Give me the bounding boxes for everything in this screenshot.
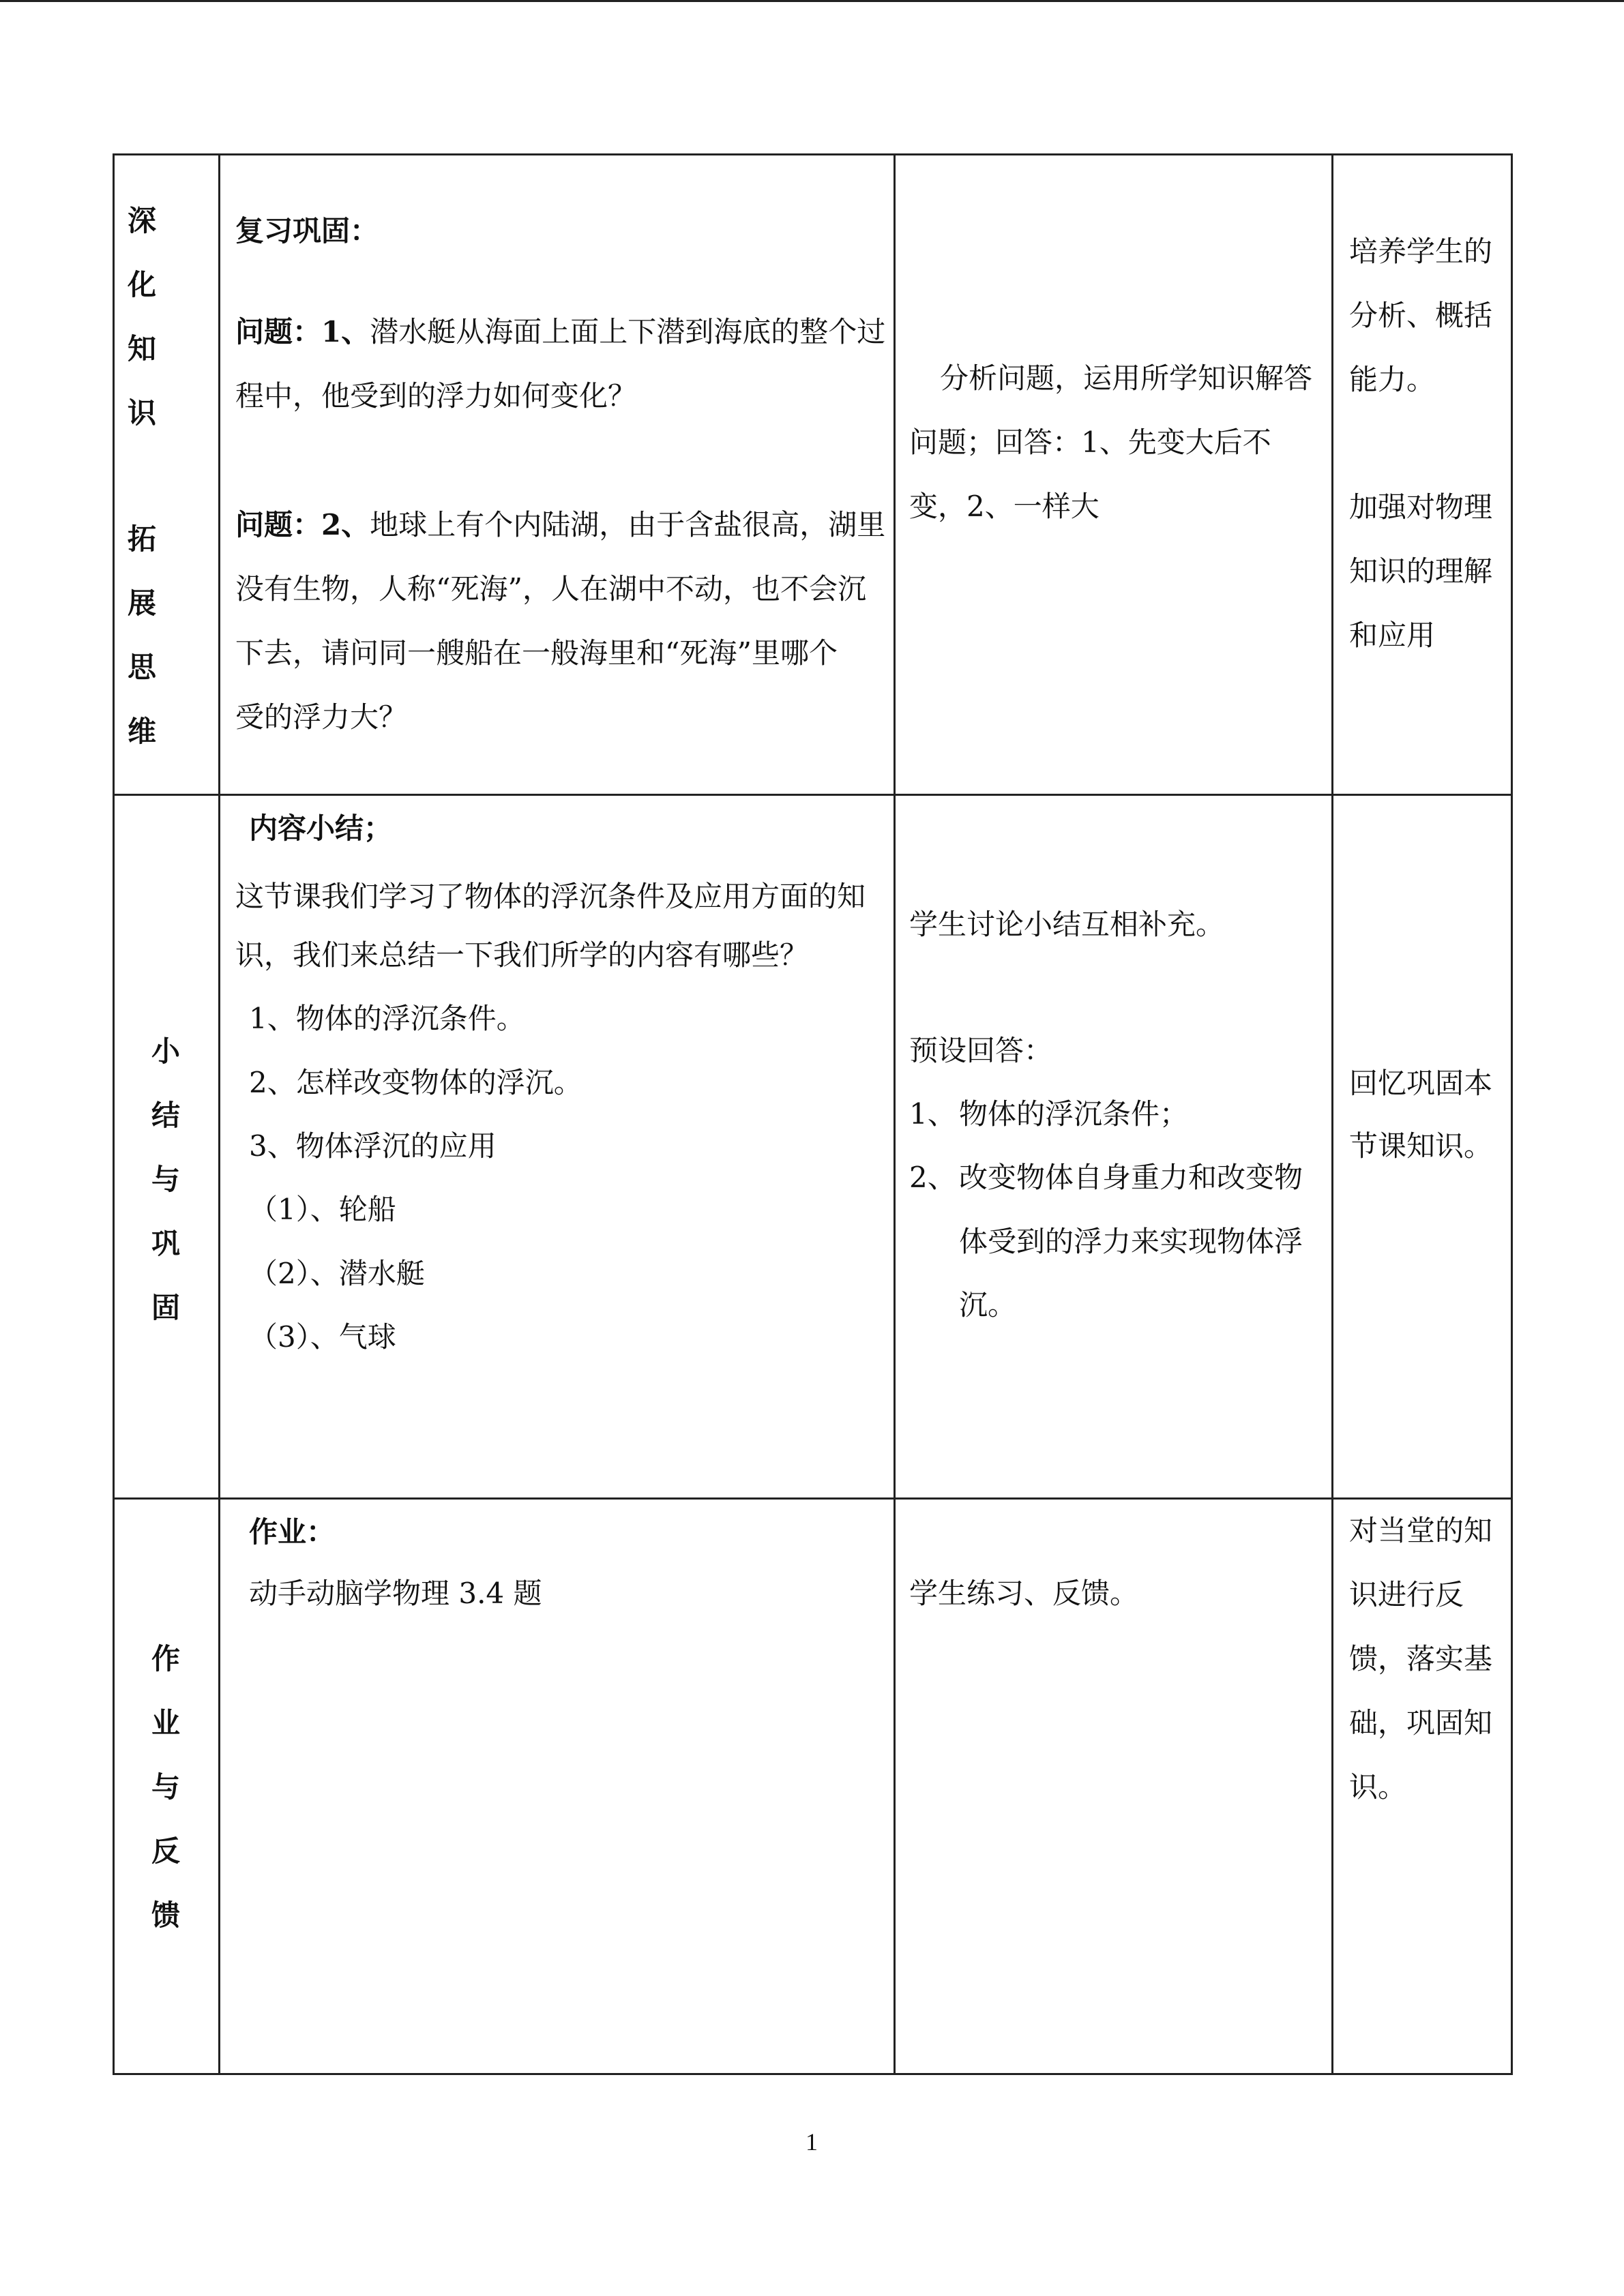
row2-intent-line-2: 节课知识。 bbox=[1349, 1129, 1493, 1163]
question-1-line-2: 程中，他受到的浮力如何变化？ bbox=[235, 379, 637, 413]
homework-line-1: 动手动脑学物理 3.4 题 bbox=[249, 1577, 542, 1610]
row1-intent-line-5: 知识的理解 bbox=[1349, 554, 1493, 588]
row3-intent-line-1: 对当堂的知 bbox=[1349, 1514, 1493, 1547]
row2-answer-1: 物体的浮沉条件； bbox=[959, 1097, 1189, 1131]
row1-intent-line-2: 分析、概括 bbox=[1349, 299, 1493, 332]
row1-student-line-1: 分析问题，运用所学知识解答 bbox=[940, 361, 1313, 395]
table-row-divider bbox=[113, 794, 1513, 796]
row2-heading: 小结与巩固 bbox=[151, 1034, 180, 1324]
row3-heading: 作业与反馈 bbox=[151, 1642, 180, 1932]
row3-intent-line-5: 识。 bbox=[1349, 1770, 1407, 1804]
summary-item-3: 3、物体浮沉的应用 bbox=[249, 1129, 497, 1163]
row2-answer-1-number: 1、 bbox=[909, 1097, 956, 1131]
row1-intent-line-4: 加强对物理 bbox=[1349, 490, 1493, 524]
table-border-right bbox=[1511, 153, 1513, 2075]
row1-intent-line-3: 能力。 bbox=[1349, 363, 1436, 396]
question-2-line-3: 下去，请问同一艘船在一般海里和“死海”里哪个 bbox=[235, 636, 838, 670]
page-top-border bbox=[0, 0, 1624, 2]
summary-line-1: 这节课我们学习了物体的浮沉条件及应用方面的知 bbox=[235, 880, 866, 913]
row2-intent-line-1: 回忆巩固本 bbox=[1349, 1067, 1493, 1100]
question-2-line-2: 没有生物，人称“死海”，人在湖中不动，也不会沉 bbox=[235, 572, 866, 606]
row1-heading-bottom: 拓展思维 bbox=[127, 522, 156, 748]
table-column-divider bbox=[894, 153, 896, 2075]
row3-intent-line-2: 识进行反 bbox=[1349, 1578, 1464, 1611]
question-2-label: 问题：2、 bbox=[235, 508, 370, 541]
row2-student-line-2: 预设回答： bbox=[909, 1034, 1053, 1067]
question-2-line-1: 地球上有个内陆湖，由于含盐很高，湖里 bbox=[370, 508, 886, 541]
row2-answer-2-number: 2、 bbox=[909, 1161, 956, 1194]
row2-answer-2-line-3: 沉。 bbox=[959, 1288, 1017, 1322]
homework-title: 作业： bbox=[249, 1515, 336, 1549]
review-title: 复习巩固： bbox=[235, 214, 379, 248]
row2-student-line-1: 学生讨论小结互相补充。 bbox=[909, 908, 1225, 941]
table-column-divider bbox=[218, 153, 220, 2075]
row1-heading-top: 深化知识 bbox=[127, 204, 156, 430]
question-2 bbox=[235, 493, 885, 557]
page-number: 1 bbox=[806, 2128, 818, 2156]
row1-intent-line-1: 培养学生的 bbox=[1349, 235, 1493, 268]
row2-answer-2-line-2: 体受到的浮力来实现物体浮 bbox=[959, 1225, 1303, 1258]
row1-student-line-3: 变，2、一样大 bbox=[909, 490, 1099, 523]
row2-answer-2-line-1: 改变物体自身重力和改变物 bbox=[959, 1161, 1303, 1194]
summary-sub-2: （2）、潜水艇 bbox=[249, 1257, 425, 1290]
summary-title: 内容小结； bbox=[249, 811, 393, 845]
row3-intent-line-4: 础，巩固知 bbox=[1349, 1706, 1493, 1740]
summary-item-2: 2、怎样改变物体的浮沉。 bbox=[249, 1066, 582, 1099]
summary-item-1: 1、物体的浮沉条件。 bbox=[249, 1002, 525, 1035]
question-1-label: 问题：1、 bbox=[235, 315, 370, 348]
table-border-left bbox=[113, 153, 115, 2075]
row1-student-line-2: 问题；回答：1、先变大后不 bbox=[909, 426, 1271, 459]
table-column-divider bbox=[1331, 153, 1333, 2075]
row1-intent-line-6: 和应用 bbox=[1349, 618, 1436, 652]
question-1-line-1: 潜水艇从海面上面上下潜到海底的整个过 bbox=[370, 315, 886, 348]
summary-sub-1: （1）、轮船 bbox=[249, 1193, 396, 1226]
question-2-line-4: 受的浮力大？ bbox=[235, 700, 408, 734]
row3-intent-line-3: 馈，落实基 bbox=[1349, 1642, 1493, 1675]
row3-student-line-1: 学生练习、反馈。 bbox=[909, 1577, 1139, 1610]
table-border-top bbox=[113, 153, 1513, 155]
table-border-bottom bbox=[113, 2073, 1513, 2075]
summary-line-2: 识，我们来总结一下我们所学的内容有哪些？ bbox=[235, 938, 809, 972]
table-row-divider bbox=[113, 1497, 1513, 1500]
question-1 bbox=[235, 300, 885, 364]
summary-sub-3: （3）、气球 bbox=[249, 1320, 396, 1354]
